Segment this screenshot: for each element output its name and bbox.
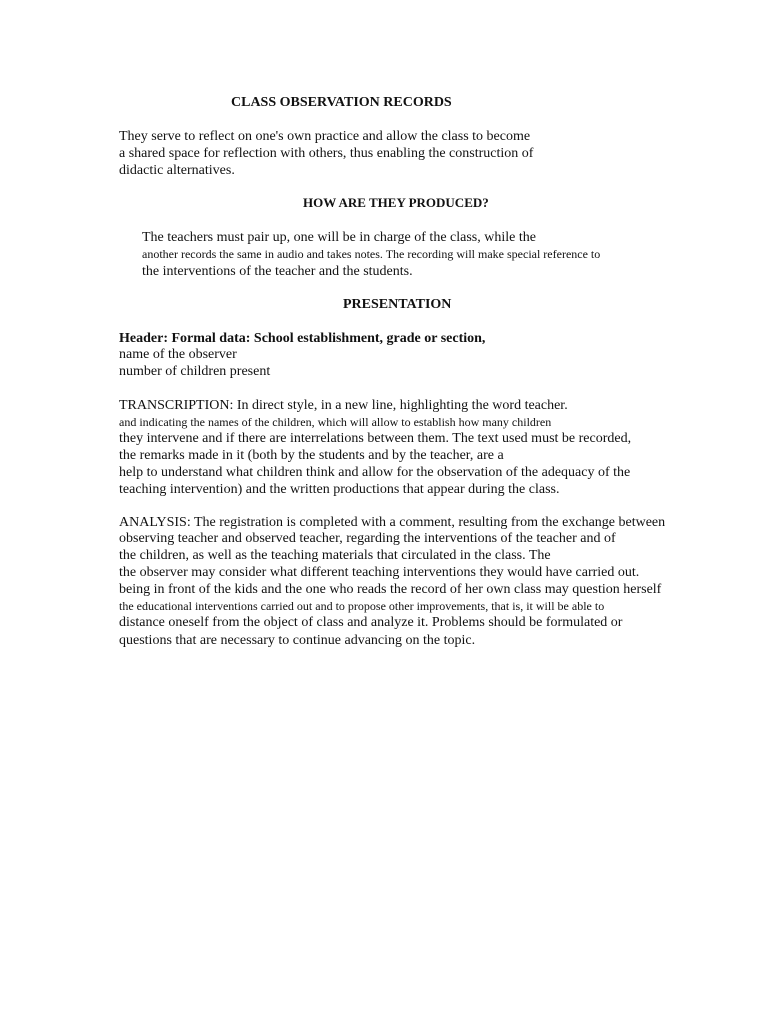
how-heading: HOW ARE THEY PRODUCED? xyxy=(303,195,489,210)
how-line-2: another records the same in audio and takes notes. The recording will make special reference to xyxy=(142,247,601,261)
analysis-line-5: being in front of the kids and the one who reads the record of her own class may question herself xyxy=(119,582,662,597)
analysis-line-1: ANALYSIS: The registration is completed with a comment, resulting from the exchange between xyxy=(119,515,666,530)
transcription-line-1: TRANSCRIPTION: In direct style, in a new line, highlighting the word teacher. xyxy=(119,398,568,413)
analysis-line-8: questions that are necessary to continue advancing on the topic. xyxy=(119,633,476,648)
transcription-line-4: the remarks made in it (both by the students and by the teacher, are a xyxy=(119,448,504,463)
document-title: CLASS OBSERVATION RECORDS xyxy=(231,95,452,110)
transcription-line-6: teaching intervention) and the written productions that appear during the class. xyxy=(119,482,560,497)
how-line-3: the interventions of the teacher and the students. xyxy=(142,264,413,279)
transcription-line-5: help to understand what children think and allow for the observation of the adequacy of the xyxy=(119,465,631,480)
intro-line-2: a shared space for reflection with others, thus enabling the construction of xyxy=(119,146,534,161)
analysis-line-7: distance oneself from the object of class and analyze it. Problems should be formulated or xyxy=(119,615,623,630)
transcription-line-2: and indicating the names of the children, which will allow to establish how many children xyxy=(119,415,552,429)
analysis-line-4: the observer may consider what different teaching interventions they would have carried out. xyxy=(119,565,640,580)
header-line-3: number of children present xyxy=(119,364,271,379)
header-line-1: Header: Formal data: School establishment, grade or section, xyxy=(119,331,486,346)
header-line-2: name of the observer xyxy=(119,347,237,362)
how-line-1: The teachers must pair up, one will be in charge of the class, while the xyxy=(142,230,536,245)
analysis-line-3: the children, as well as the teaching materials that circulated in the class. The xyxy=(119,548,551,563)
presentation-heading: PRESENTATION xyxy=(343,297,452,312)
analysis-line-2: observing teacher and observed teacher, regarding the interventions of the teacher and of xyxy=(119,531,616,546)
intro-line-1: They serve to reflect on one's own practice and allow the class to become xyxy=(119,129,531,144)
analysis-line-6: the educational interventions carried out and to propose other improvements, that is, it will be able to xyxy=(119,599,605,613)
intro-line-3: didactic alternatives. xyxy=(119,163,235,178)
transcription-line-3: they intervene and if there are interrelations between them. The text used must be recorded, xyxy=(119,431,632,446)
